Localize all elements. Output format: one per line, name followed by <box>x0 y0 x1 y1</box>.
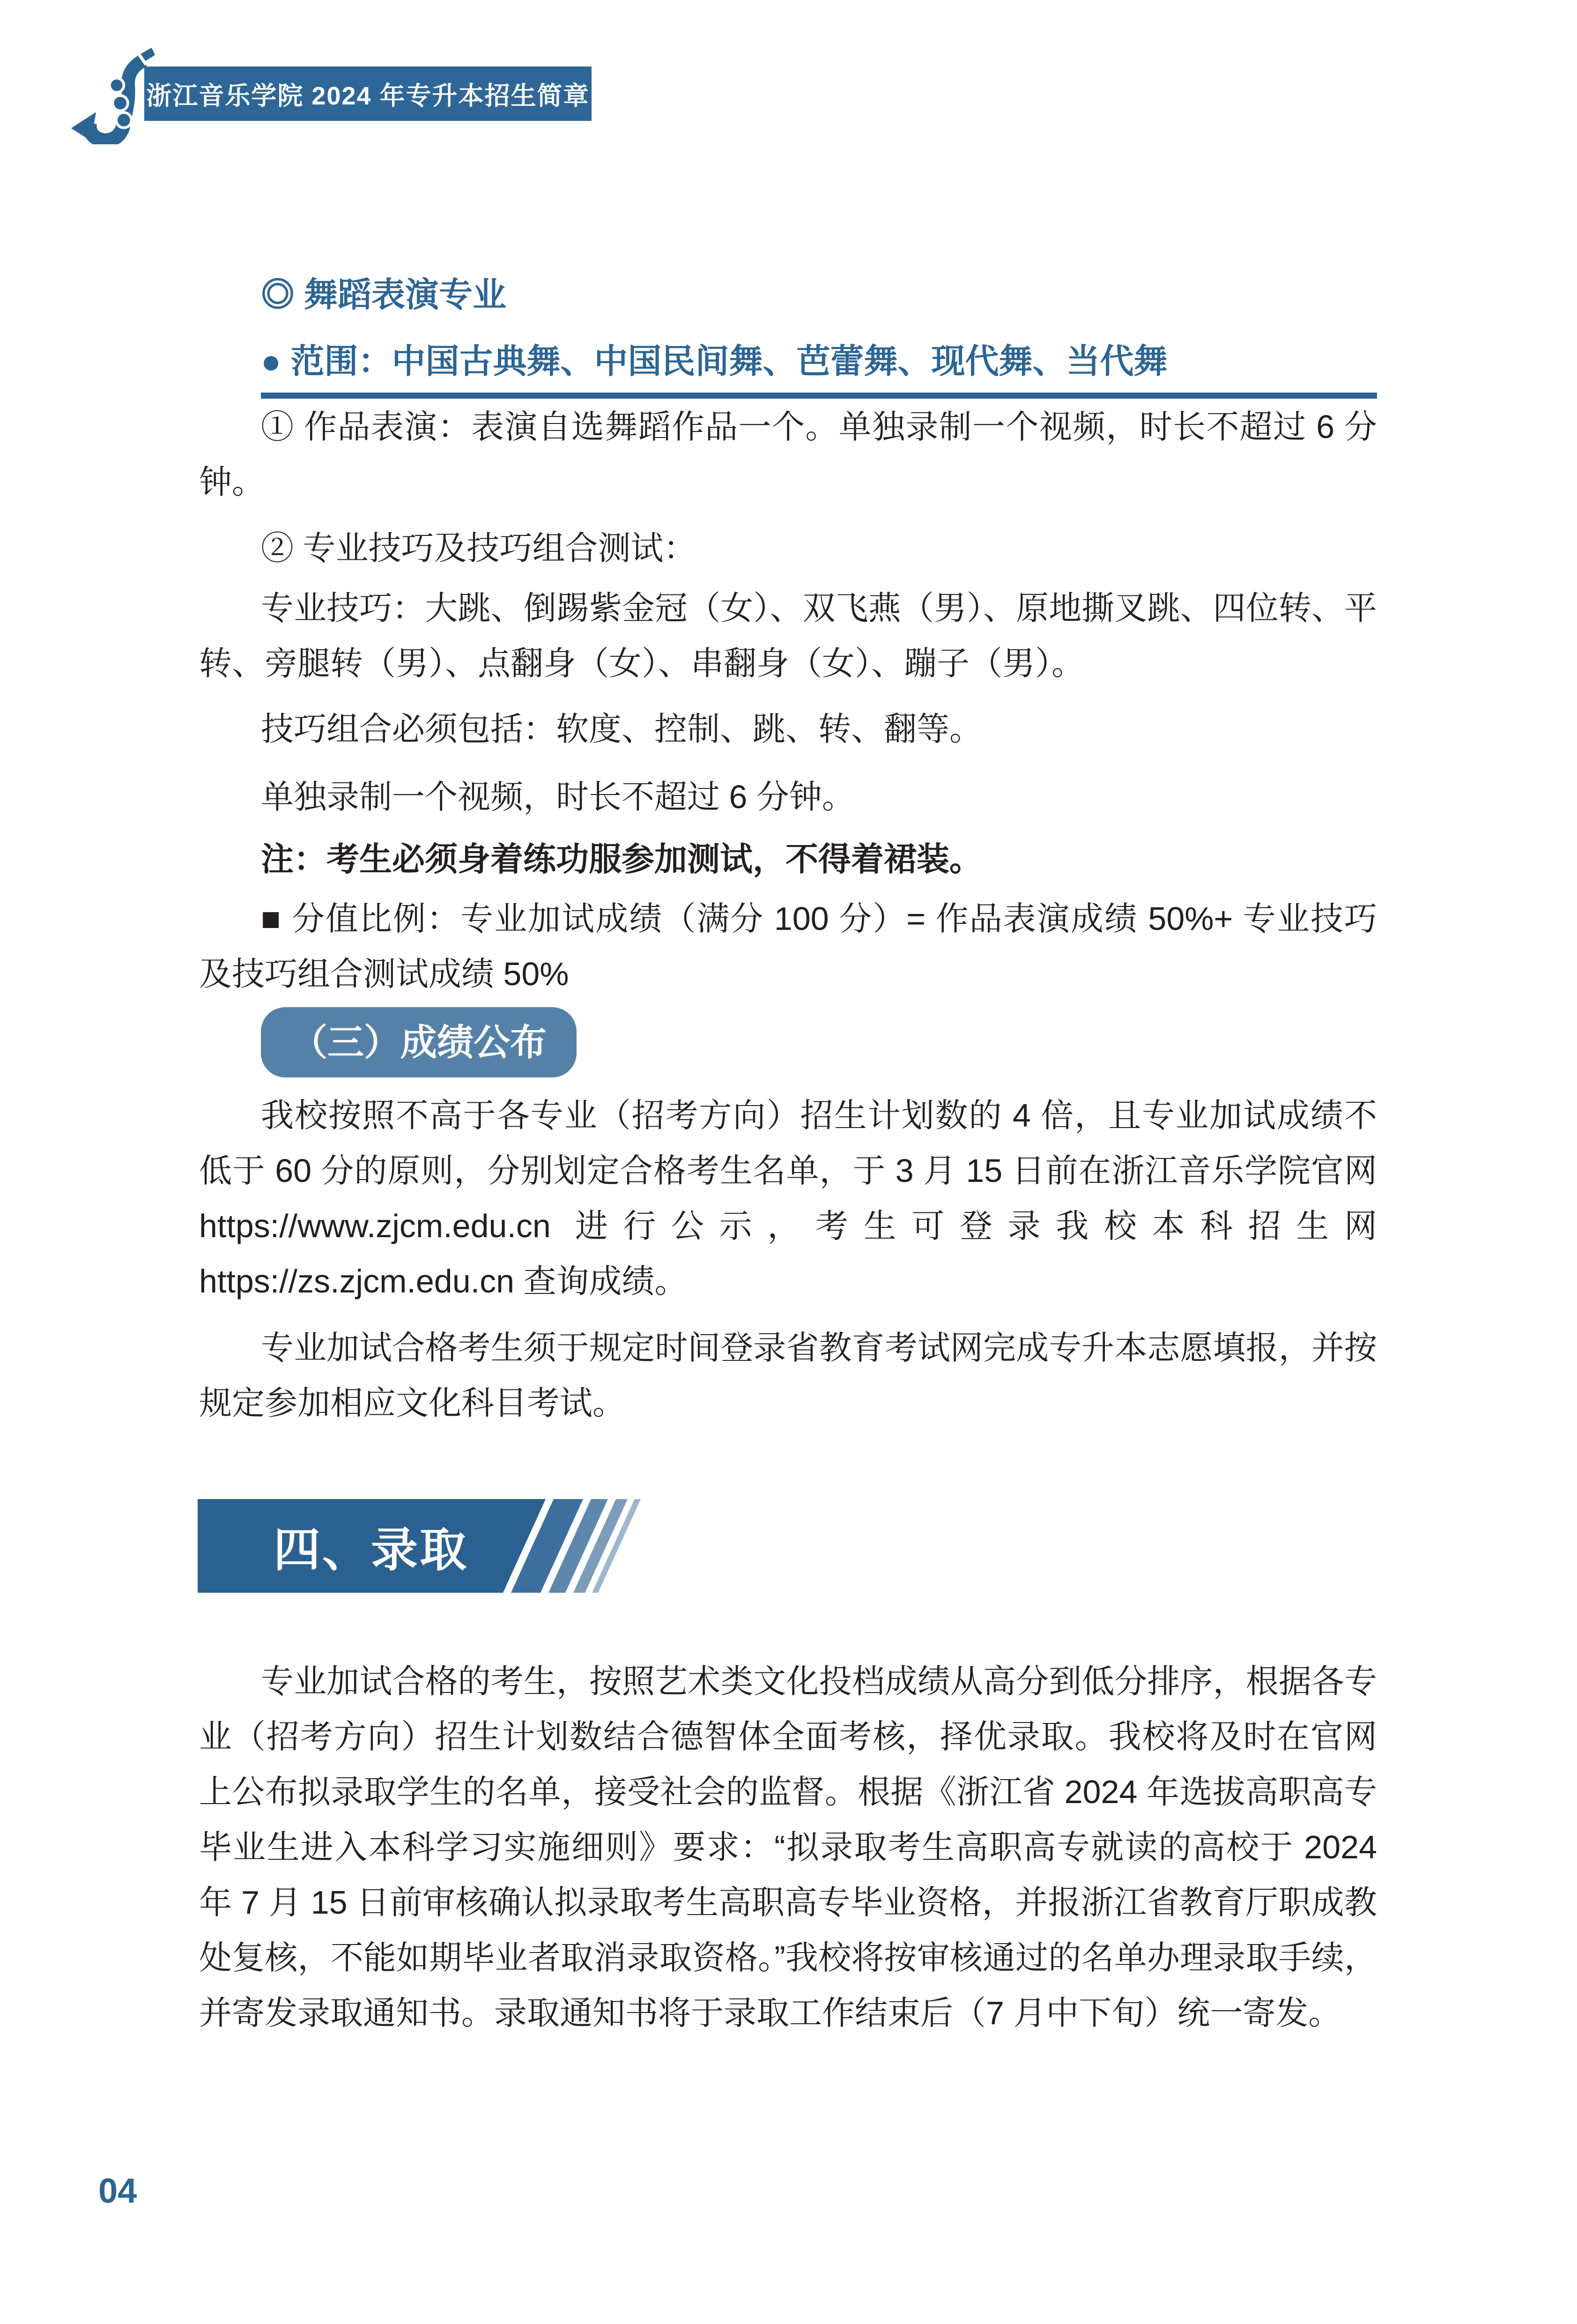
saxophone-icon <box>69 46 156 144</box>
heading-dance-major: ◎ 舞蹈表演专业 <box>261 276 507 314</box>
paragraph-score-publish: 我校按照不高于各专业（招考方向）招生计划数的 4 倍，且专业加试成绩不低于 60 分的原则，分别划定合格考生名单，于 3 月 15 日前在浙江音乐学院官网 https://www.zjcm.edu.cn 进行公示，考生可登录我校本科招生网 https://zs.zjcm.edu.cn 查询成绩。 <box>199 1097 1377 1299</box>
paragraph-score-ratio: ■ 分值比例：专业加试成绩（满分 100 分）= 作品表演成绩 50%+ 专业技巧及技巧组合测试成绩 50% <box>199 900 1377 992</box>
paragraph-work-performance: ① 作品表演：表演自选舞蹈作品一个。单独录制一个视频，时长不超过 6 分钟。 <box>199 408 1377 500</box>
main-content <box>199 272 1377 2041</box>
paragraph-skill-list: 专业技巧：大跳、倒踢紫金冠（女）、双飞燕（男）、原地撕叉跳、四位转、平转、旁腿转（男）、点翻身（女）、串翻身（女）、蹦子（男）。 <box>199 590 1377 682</box>
section-divider <box>261 393 1377 399</box>
paragraph-volunteer-filling: 专业加试合格考生须于规定时间登录省教育考试网完成专升本志愿填报，并按规定参加相应文化科目考试。 <box>199 1329 1377 1421</box>
header-title: 浙江音乐学院 2024 年专升本招生简章 <box>146 82 590 110</box>
header-title-banner <box>144 67 592 121</box>
paragraph-admission: 专业加试合格的考生，按照艺术类文化投档成绩从高分到低分排序，根据各专业（招考方向）招生计划数结合德智体全面考核，择优录取。我校将及时在官网上公布拟录取学生的名单，接受社会的监督。根据《浙江省 2024 年选拔高职高专毕业生进入本科学习实施细则》要求：“拟录取考生高职高专就读的高校于 2024 年 7 月 15 日前审核确认拟录取考生高职高专毕业资格，并报浙江省教育厅职成教处复核，不能如期毕业者取消录取资格。”我校将按审核通过的名单办理录取手续，并寄发录取通知书。录取通知书将于录取工作结束后（7 月中下旬）统一寄发。 <box>199 1663 1377 2031</box>
score-publish-badge: （三）成绩公布 <box>261 1007 577 1077</box>
section-four-title: 四、录取 <box>274 1524 468 1576</box>
score-badge-row <box>261 1007 1377 1077</box>
paragraph-video-duration: 单独录制一个视频，时长不超过 6 分钟。 <box>261 779 855 815</box>
paragraph-skill-test-heading: ② 专业技巧及技巧组合测试： <box>261 530 696 566</box>
heading-dance-scope: ● 范围：中国古典舞、中国民间舞、芭蕾舞、现代舞、当代舞 <box>261 343 1168 380</box>
paragraph-skill-combo: 技巧组合必须包括：软度、控制、跳、转、翻等。 <box>261 711 982 747</box>
paragraph-dress-note: 注：考生必须身着练功服参加测试，不得着裙装。 <box>261 841 982 877</box>
page-number: 04 <box>98 2171 137 2210</box>
section-four-banner <box>198 1499 666 1593</box>
